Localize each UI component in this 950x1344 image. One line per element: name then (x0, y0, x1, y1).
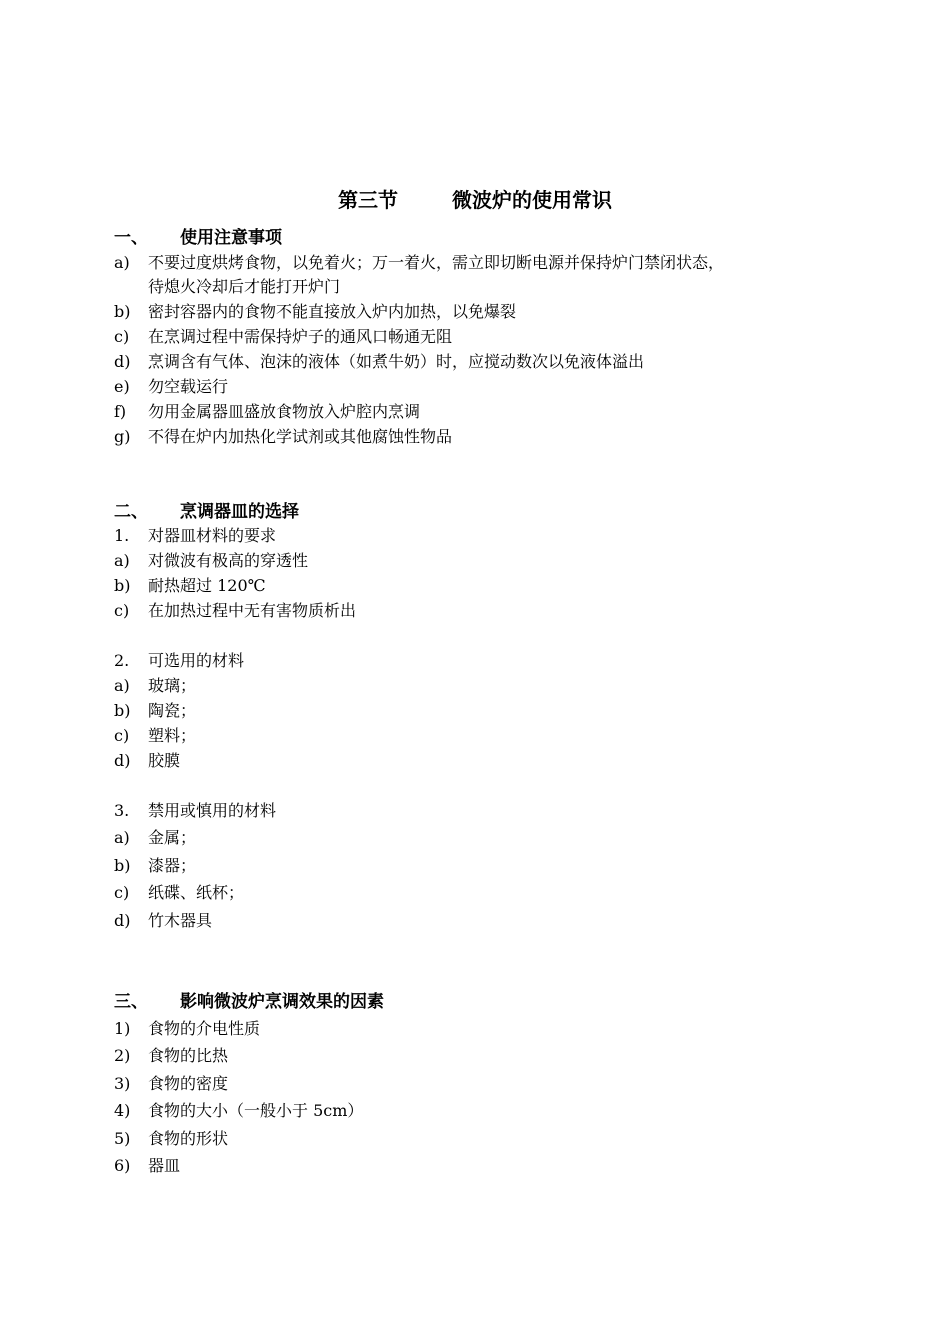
list-item (114, 1127, 228, 1151)
list-item (114, 881, 244, 905)
list-item-text: 食物的比热 (148, 1046, 229, 1065)
list-item (114, 1017, 260, 1041)
list-marker: a) (114, 551, 130, 570)
list-item-text: 器皿 (148, 1156, 181, 1175)
list-marker: 1. (114, 526, 130, 545)
list-item-text: 食物的形状 (148, 1129, 229, 1148)
list-marker: b) (114, 302, 131, 321)
subsection-label (114, 649, 244, 673)
list-marker: 2. (114, 651, 130, 670)
list-item-text: 竹木器具 (148, 911, 213, 930)
list-marker: c) (114, 726, 130, 745)
list-item-text: 在加热过程中无有害物质析出 (148, 601, 357, 620)
subsection-label-text: 可选用的材料 (148, 651, 245, 670)
list-item-text: 金属； (148, 828, 197, 847)
list-item (114, 1154, 180, 1178)
list-item-text: 勿空载运行 (148, 377, 229, 396)
list-item-text: 食物的大小（一般小于 5cm） (148, 1101, 364, 1120)
list-item-text: 密封容器内的食物不能直接放入炉内加热，以免爆裂 (148, 302, 517, 321)
list-item (114, 699, 196, 723)
list-item-text: 勿用金属器皿盛放食物放入炉腔内烹调 (148, 402, 421, 421)
list-item-text: 陶瓷； (148, 701, 197, 720)
list-item (114, 1072, 228, 1096)
list-item-text: 烹调含有气体、泡沫的液体（如煮牛奶）时，应搅动数次以免液体溢出 (148, 352, 645, 371)
subsection-label-text: 对器皿材料的要求 (148, 526, 277, 545)
list-marker: d) (114, 352, 131, 371)
list-item (114, 1099, 363, 1123)
list-item-text: 不得在炉内加热化学试剂或其他腐蚀性物品 (148, 427, 453, 446)
list-item (114, 549, 308, 573)
list-marker: 6) (114, 1156, 131, 1175)
list-item (114, 826, 196, 850)
list-item (114, 909, 212, 933)
list-item (114, 854, 196, 878)
list-item-text: 在烹调过程中需保持炉子的通风口畅通无阻 (148, 327, 453, 346)
list-item-text: 塑料； (148, 726, 197, 745)
list-marker: d) (114, 911, 131, 930)
list-item-text: 玻璃； (148, 676, 197, 695)
list-item-continuation: 待熄火冷却后才能打开炉门 (148, 277, 341, 296)
list-item-text: 不要过度烘烤食物，以免着火；万一着火，需立即切断电源并保持炉门禁闭状态， (148, 253, 725, 272)
title-section-number: 第三节 (338, 188, 398, 212)
list-item (114, 724, 196, 748)
list-item-text: 漆器； (148, 856, 197, 875)
list-item-text: 食物的介电性质 (148, 1019, 261, 1038)
list-item (114, 425, 452, 449)
list-marker: a) (114, 253, 130, 272)
section-heading-text: 使用注意事项 (180, 228, 282, 248)
list-item-text: 纸碟、纸杯； (148, 883, 245, 902)
list-marker: c) (114, 327, 130, 346)
section-number: 二、 (114, 502, 148, 522)
section-number: 一、 (114, 228, 148, 248)
list-item (114, 300, 516, 324)
list-marker: b) (114, 856, 131, 875)
title-text: 微波炉的使用常识 (452, 188, 612, 212)
list-item (114, 674, 196, 698)
section-heading-2 (114, 500, 299, 524)
list-item (114, 325, 452, 349)
list-item (114, 251, 724, 275)
list-marker: a) (114, 676, 130, 695)
subsection-label-text: 禁用或慎用的材料 (148, 801, 277, 820)
section-heading-text: 影响微波炉烹调效果的因素 (180, 992, 384, 1012)
list-marker: f) (114, 402, 127, 421)
list-item (114, 400, 420, 424)
page-title (0, 186, 950, 214)
list-item (114, 1044, 228, 1068)
subsection-label (114, 524, 276, 548)
section-heading-3 (114, 990, 384, 1014)
list-item-text: 对微波有极高的穿透性 (148, 551, 309, 570)
list-item-text: 耐热超过 120℃ (148, 576, 266, 595)
list-marker: 3. (114, 801, 130, 820)
list-item (114, 574, 266, 598)
subsection-label (114, 799, 276, 823)
list-marker: b) (114, 576, 131, 595)
list-marker: c) (114, 601, 130, 620)
list-marker: 5) (114, 1129, 131, 1148)
list-item (114, 350, 644, 374)
list-item-text: 胶膜 (148, 751, 181, 770)
list-marker: 4) (114, 1101, 131, 1120)
list-marker: 3) (114, 1074, 131, 1093)
section-heading-1 (114, 226, 282, 250)
list-marker: g) (114, 427, 131, 446)
list-item (114, 375, 228, 399)
list-marker: c) (114, 883, 130, 902)
section-number: 三、 (114, 992, 148, 1012)
section-heading-text: 烹调器皿的选择 (180, 502, 299, 522)
list-marker: 1) (114, 1019, 131, 1038)
list-item (114, 749, 180, 773)
list-item (114, 599, 356, 623)
list-marker: e) (114, 377, 130, 396)
list-marker: 2) (114, 1046, 131, 1065)
list-marker: a) (114, 828, 130, 847)
list-marker: b) (114, 701, 131, 720)
list-item-text: 食物的密度 (148, 1074, 229, 1093)
list-marker: d) (114, 751, 131, 770)
